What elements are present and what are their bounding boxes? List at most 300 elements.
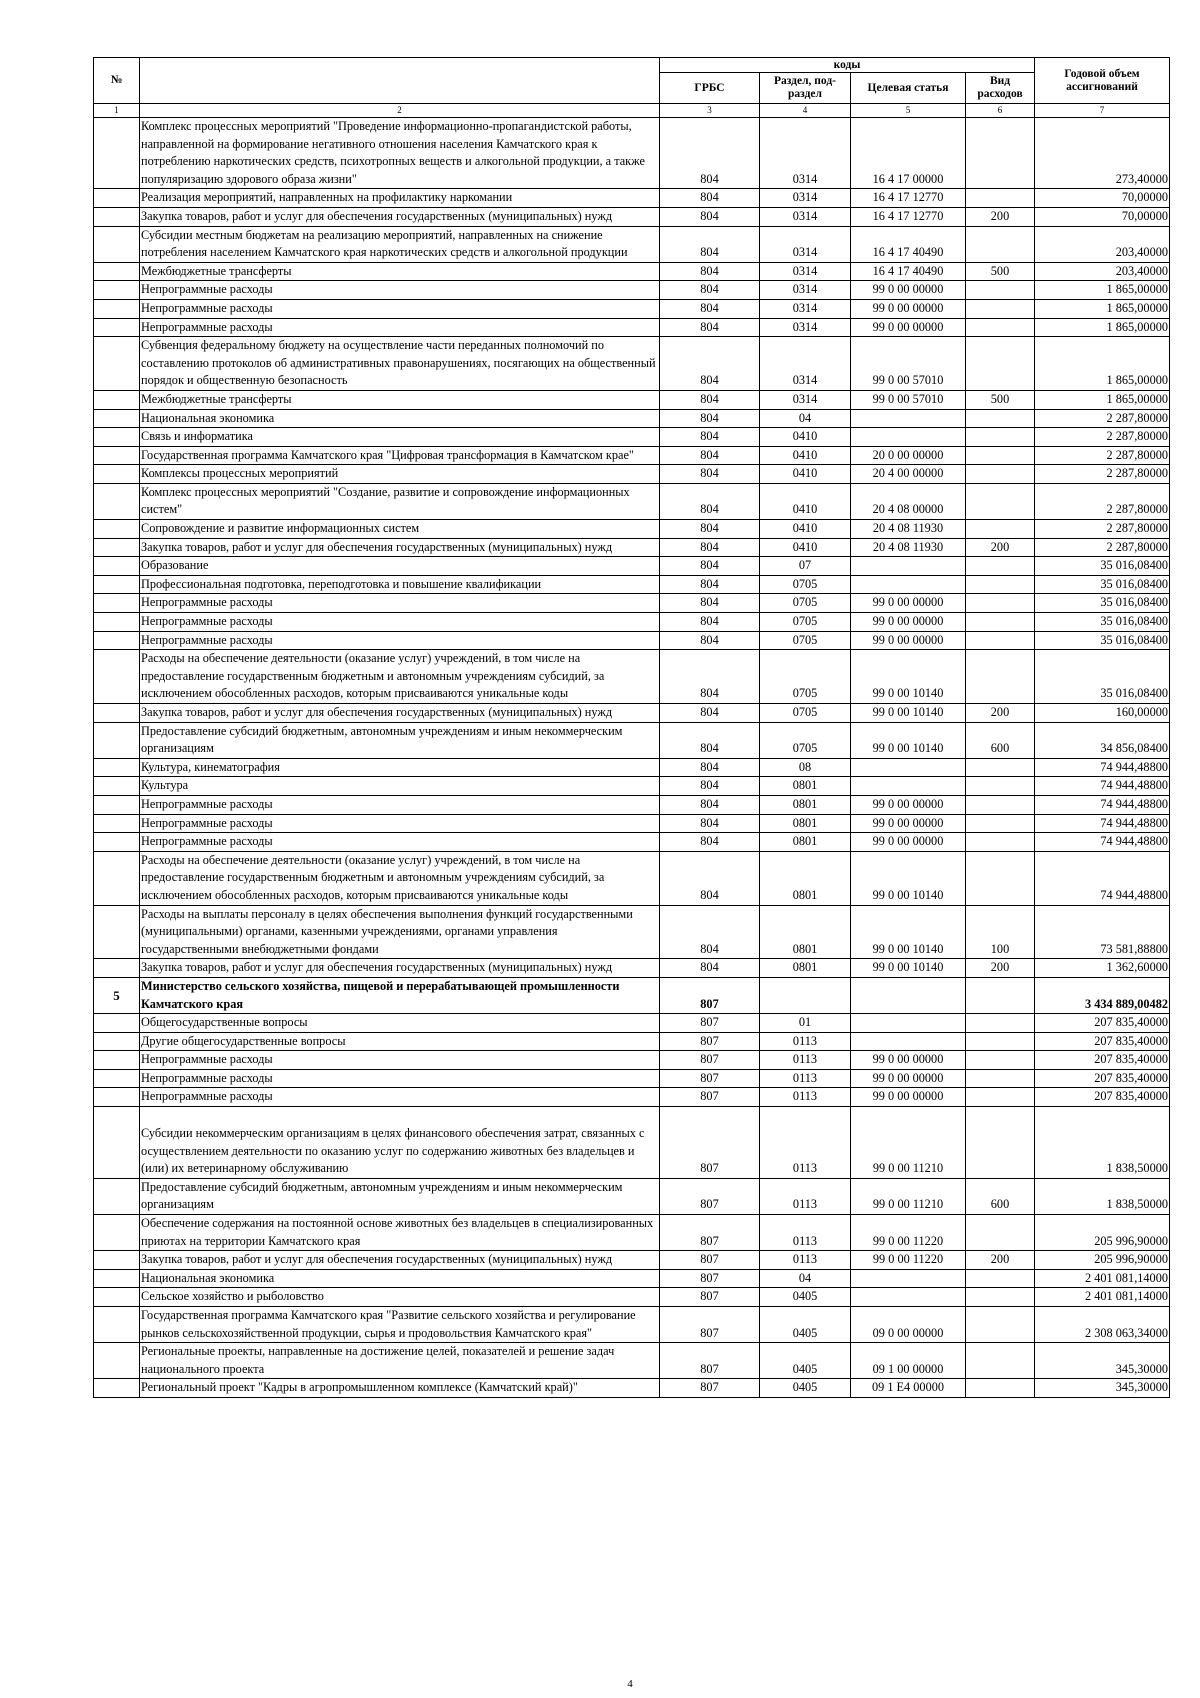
table-row <box>94 1178 1170 1214</box>
row-section: 0410 <box>760 446 851 465</box>
row-section: 0410 <box>760 520 851 539</box>
row-amount: 1 865,00000 <box>1035 281 1170 300</box>
row-name: Комплексы процессных мероприятий <box>140 465 660 484</box>
row-grbs: 804 <box>660 959 760 978</box>
table-row <box>94 483 1170 519</box>
row-number <box>94 613 140 632</box>
row-grbs: 804 <box>660 337 760 391</box>
row-target: 20 4 08 11930 <box>851 538 966 557</box>
header-amount: Годовой объем ассигнований <box>1035 58 1170 104</box>
row-number <box>94 409 140 428</box>
row-section <box>760 977 851 1013</box>
row-name: Государственная программа Камчатского края "Развитие сельского хозяйства и регулирование рынков сельскохозяйственной продукции, сырья и продовольствия Камчатского края" <box>140 1307 660 1343</box>
row-name: Сопровождение и развитие информационных систем <box>140 520 660 539</box>
table-row <box>94 1069 1170 1088</box>
row-type <box>966 520 1035 539</box>
row-amount: 160,00000 <box>1035 704 1170 723</box>
row-number <box>94 1107 140 1179</box>
row-grbs: 807 <box>660 1088 760 1107</box>
row-type <box>966 1288 1035 1307</box>
row-type <box>966 1069 1035 1088</box>
row-amount: 345,30000 <box>1035 1379 1170 1398</box>
table-row <box>94 520 1170 539</box>
header-grbs: ГРБС <box>660 73 760 104</box>
row-target: 16 4 17 00000 <box>851 118 966 189</box>
row-number <box>94 758 140 777</box>
row-grbs: 804 <box>660 851 760 905</box>
row-name: Региональный проект "Кадры в агропромышленном комплексе (Камчатский край)" <box>140 1379 660 1398</box>
row-number <box>94 594 140 613</box>
row-number <box>94 777 140 796</box>
row-number <box>94 390 140 409</box>
row-grbs: 804 <box>660 814 760 833</box>
row-target: 99 0 00 57010 <box>851 337 966 391</box>
row-number <box>94 520 140 539</box>
row-number <box>94 833 140 852</box>
table-row <box>94 337 1170 391</box>
table-row <box>94 1107 1170 1179</box>
row-type: 200 <box>966 538 1035 557</box>
row-type <box>966 189 1035 208</box>
row-amount: 2 401 081,14000 <box>1035 1269 1170 1288</box>
row-number <box>94 1215 140 1251</box>
row-section: 0705 <box>760 594 851 613</box>
row-type <box>966 1269 1035 1288</box>
row-grbs: 804 <box>660 390 760 409</box>
row-amount: 1 865,00000 <box>1035 337 1170 391</box>
column-numbers-row <box>94 104 1170 118</box>
row-name: Образование <box>140 557 660 576</box>
row-amount: 2 287,80000 <box>1035 538 1170 557</box>
row-type <box>966 795 1035 814</box>
row-section: 0113 <box>760 1251 851 1270</box>
row-section: 0705 <box>760 722 851 758</box>
table-row <box>94 189 1170 208</box>
row-target: 16 4 17 12770 <box>851 189 966 208</box>
row-section: 0314 <box>760 337 851 391</box>
table-row <box>94 446 1170 465</box>
row-amount: 35 016,08400 <box>1035 575 1170 594</box>
row-grbs: 807 <box>660 1014 760 1033</box>
row-name: Непрограммные расходы <box>140 299 660 318</box>
row-target <box>851 977 966 1013</box>
table-row <box>94 795 1170 814</box>
table-row <box>94 1014 1170 1033</box>
row-amount: 205 996,90000 <box>1035 1215 1170 1251</box>
table-row <box>94 631 1170 650</box>
row-number <box>94 1269 140 1288</box>
row-grbs: 804 <box>660 650 760 704</box>
row-type <box>966 337 1035 391</box>
row-name: Министерство сельского хозяйства, пищевой и перерабатывающей промышленности Камчатского края <box>140 977 660 1013</box>
row-grbs: 807 <box>660 1051 760 1070</box>
row-name: Комплекс процессных мероприятий "Создание, развитие и сопровождение информационных систем" <box>140 483 660 519</box>
row-number <box>94 299 140 318</box>
row-number <box>94 959 140 978</box>
row-type <box>966 1107 1035 1179</box>
row-type: 500 <box>966 390 1035 409</box>
row-grbs: 804 <box>660 833 760 852</box>
row-grbs: 804 <box>660 446 760 465</box>
row-amount: 345,30000 <box>1035 1343 1170 1379</box>
row-target <box>851 758 966 777</box>
row-grbs: 804 <box>660 594 760 613</box>
row-type <box>966 833 1035 852</box>
row-section: 0113 <box>760 1032 851 1051</box>
row-number <box>94 814 140 833</box>
row-number <box>94 631 140 650</box>
row-name: Непрограммные расходы <box>140 281 660 300</box>
row-grbs: 804 <box>660 409 760 428</box>
row-type: 200 <box>966 207 1035 226</box>
row-name: Национальная экономика <box>140 409 660 428</box>
row-amount: 1 865,00000 <box>1035 299 1170 318</box>
row-number <box>94 722 140 758</box>
row-target: 20 4 08 00000 <box>851 483 966 519</box>
row-type <box>966 613 1035 632</box>
row-name: Непрограммные расходы <box>140 594 660 613</box>
table-row <box>94 118 1170 189</box>
col-number: 5 <box>851 104 966 118</box>
row-section: 0314 <box>760 207 851 226</box>
table-row <box>94 557 1170 576</box>
row-grbs: 804 <box>660 758 760 777</box>
row-target: 99 0 00 10140 <box>851 722 966 758</box>
row-number <box>94 483 140 519</box>
table-row <box>94 465 1170 484</box>
row-target: 16 4 17 40490 <box>851 262 966 281</box>
row-type <box>966 1215 1035 1251</box>
row-amount: 203,40000 <box>1035 262 1170 281</box>
row-grbs: 804 <box>660 318 760 337</box>
row-target: 20 4 00 00000 <box>851 465 966 484</box>
table-row <box>94 650 1170 704</box>
row-grbs: 804 <box>660 465 760 484</box>
row-target: 99 0 00 10140 <box>851 851 966 905</box>
row-number <box>94 337 140 391</box>
row-grbs: 804 <box>660 557 760 576</box>
row-type: 200 <box>966 959 1035 978</box>
row-amount: 74 944,48800 <box>1035 795 1170 814</box>
row-target: 99 0 00 00000 <box>851 1051 966 1070</box>
row-grbs: 807 <box>660 1251 760 1270</box>
row-type <box>966 1088 1035 1107</box>
table-row <box>94 1379 1170 1398</box>
row-amount: 207 835,40000 <box>1035 1069 1170 1088</box>
row-target: 99 0 00 11210 <box>851 1178 966 1214</box>
row-amount: 1 865,00000 <box>1035 318 1170 337</box>
row-name: Другие общегосударственные вопросы <box>140 1032 660 1051</box>
table-row <box>94 428 1170 447</box>
row-grbs: 807 <box>660 1288 760 1307</box>
row-type <box>966 483 1035 519</box>
row-section: 0113 <box>760 1178 851 1214</box>
row-name: Закупка товаров, работ и услуг для обеспечения государственных (муниципальных) нужд <box>140 1251 660 1270</box>
row-name: Обеспечение содержания на постоянной основе животных без владельцев в специализированных приютах на территории Камчатского края <box>140 1215 660 1251</box>
row-number <box>94 118 140 189</box>
row-grbs: 807 <box>660 1269 760 1288</box>
row-grbs: 804 <box>660 631 760 650</box>
row-number <box>94 189 140 208</box>
row-name: Межбюджетные трансферты <box>140 262 660 281</box>
row-grbs: 807 <box>660 1215 760 1251</box>
row-amount: 35 016,08400 <box>1035 631 1170 650</box>
header-name <box>140 58 660 104</box>
col-number: 7 <box>1035 104 1170 118</box>
row-grbs: 807 <box>660 1178 760 1214</box>
row-target: 99 0 00 00000 <box>851 613 966 632</box>
row-name: Профессиональная подготовка, переподготовка и повышение квалификации <box>140 575 660 594</box>
row-grbs: 804 <box>660 428 760 447</box>
row-number <box>94 1051 140 1070</box>
row-type <box>966 446 1035 465</box>
row-number <box>94 1251 140 1270</box>
row-target: 99 0 00 00000 <box>851 318 966 337</box>
row-target <box>851 1014 966 1033</box>
col-number: 6 <box>966 104 1035 118</box>
row-type <box>966 777 1035 796</box>
row-section: 04 <box>760 1269 851 1288</box>
row-name: Непрограммные расходы <box>140 833 660 852</box>
col-number: 3 <box>660 104 760 118</box>
table-row <box>94 318 1170 337</box>
row-number <box>94 465 140 484</box>
row-amount: 74 944,48800 <box>1035 833 1170 852</box>
row-target: 16 4 17 12770 <box>851 207 966 226</box>
row-number <box>94 1288 140 1307</box>
row-number: 5 <box>94 977 140 1013</box>
row-grbs: 804 <box>660 262 760 281</box>
table-row <box>94 390 1170 409</box>
row-number <box>94 905 140 959</box>
row-amount: 35 016,08400 <box>1035 557 1170 576</box>
row-section: 0801 <box>760 777 851 796</box>
row-target: 99 0 00 10140 <box>851 905 966 959</box>
row-section: 08 <box>760 758 851 777</box>
table-row <box>94 905 1170 959</box>
row-amount: 1 865,00000 <box>1035 390 1170 409</box>
row-amount: 1 838,50000 <box>1035 1107 1170 1179</box>
row-type <box>966 1343 1035 1379</box>
row-amount: 34 856,08400 <box>1035 722 1170 758</box>
row-target <box>851 557 966 576</box>
row-number <box>94 428 140 447</box>
row-target: 09 0 00 00000 <box>851 1307 966 1343</box>
table-row <box>94 1269 1170 1288</box>
row-name: Непрограммные расходы <box>140 1088 660 1107</box>
row-target: 09 1 E4 00000 <box>851 1379 966 1398</box>
row-name: Непрограммные расходы <box>140 631 660 650</box>
row-type <box>966 631 1035 650</box>
row-type: 200 <box>966 704 1035 723</box>
row-grbs: 807 <box>660 1379 760 1398</box>
row-section: 0705 <box>760 613 851 632</box>
row-number <box>94 1379 140 1398</box>
row-grbs: 807 <box>660 1343 760 1379</box>
row-target: 99 0 00 11220 <box>851 1215 966 1251</box>
row-target: 99 0 00 10140 <box>851 959 966 978</box>
table-row <box>94 594 1170 613</box>
row-name: Расходы на обеспечение деятельности (оказание услуг) учреждений, в том числе на предоставление государственным бюджетным и автономным учреждениям субсидий, за исключением обособленных расходов, которым присваиваются уникальные коды <box>140 650 660 704</box>
row-section: 0705 <box>760 631 851 650</box>
row-amount: 70,00000 <box>1035 189 1170 208</box>
header-codes: коды <box>660 58 1035 73</box>
row-grbs: 804 <box>660 520 760 539</box>
row-section: 0410 <box>760 465 851 484</box>
row-amount: 207 835,40000 <box>1035 1014 1170 1033</box>
row-section: 0113 <box>760 1051 851 1070</box>
table-row <box>94 409 1170 428</box>
table-row <box>94 977 1170 1013</box>
row-amount: 2 287,80000 <box>1035 465 1170 484</box>
row-target <box>851 1032 966 1051</box>
row-section: 0314 <box>760 226 851 262</box>
row-target: 99 0 00 00000 <box>851 631 966 650</box>
row-amount: 74 944,48800 <box>1035 851 1170 905</box>
row-number <box>94 281 140 300</box>
row-name: Культура <box>140 777 660 796</box>
row-type <box>966 118 1035 189</box>
row-section: 0405 <box>760 1379 851 1398</box>
row-number <box>94 207 140 226</box>
row-name: Расходы на обеспечение деятельности (оказание услуг) учреждений, в том числе на предоставление государственным бюджетным и автономным учреждениям субсидий, за исключением обособленных расходов, которым присваиваются уникальные коды <box>140 851 660 905</box>
row-section: 0410 <box>760 483 851 519</box>
row-type: 600 <box>966 1178 1035 1214</box>
col-number: 2 <box>140 104 660 118</box>
row-grbs: 804 <box>660 538 760 557</box>
row-amount: 74 944,48800 <box>1035 814 1170 833</box>
row-type <box>966 814 1035 833</box>
row-number <box>94 704 140 723</box>
row-name: Непрограммные расходы <box>140 814 660 833</box>
row-target: 99 0 00 00000 <box>851 299 966 318</box>
row-grbs: 807 <box>660 1307 760 1343</box>
row-name: Предоставление субсидий бюджетным, автономным учреждениям и иным некоммерческим организациям <box>140 722 660 758</box>
row-amount: 74 944,48800 <box>1035 758 1170 777</box>
row-section: 0314 <box>760 318 851 337</box>
row-number <box>94 1343 140 1379</box>
row-name: Субсидии некоммерческим организациям в целях финансового обеспечения затрат, связанных с осуществлением деятельности по оказанию услуг по содержанию животных без владельцев и (или) их ветеринарному обслуживанию <box>140 1107 660 1179</box>
table-row <box>94 1215 1170 1251</box>
row-target <box>851 777 966 796</box>
row-type <box>966 226 1035 262</box>
row-name: Субсидии местным бюджетам на реализацию мероприятий, направленных на снижение потребления населением Камчатского края наркотических средств и алкогольной продукции <box>140 226 660 262</box>
row-section: 0314 <box>760 390 851 409</box>
table-header-row <box>94 58 1170 73</box>
row-name: Закупка товаров, работ и услуг для обеспечения государственных (муниципальных) нужд <box>140 959 660 978</box>
table-row <box>94 1088 1170 1107</box>
row-target: 99 0 00 10140 <box>851 704 966 723</box>
row-name: Закупка товаров, работ и услуг для обеспечения государственных (муниципальных) нужд <box>140 207 660 226</box>
table-row <box>94 722 1170 758</box>
row-target: 99 0 00 11210 <box>851 1107 966 1179</box>
table-row <box>94 814 1170 833</box>
row-target: 16 4 17 40490 <box>851 226 966 262</box>
table-row <box>94 538 1170 557</box>
row-target: 99 0 00 57010 <box>851 390 966 409</box>
row-target: 99 0 00 00000 <box>851 1069 966 1088</box>
row-amount: 205 996,90000 <box>1035 1251 1170 1270</box>
row-grbs: 804 <box>660 483 760 519</box>
row-target <box>851 428 966 447</box>
row-target <box>851 1269 966 1288</box>
table-row <box>94 959 1170 978</box>
row-target: 99 0 00 00000 <box>851 281 966 300</box>
row-name: Реализация мероприятий, направленных на профилактику наркомании <box>140 189 660 208</box>
table-row <box>94 1307 1170 1343</box>
row-section: 0405 <box>760 1343 851 1379</box>
row-target <box>851 1288 966 1307</box>
row-type: 100 <box>966 905 1035 959</box>
row-type <box>966 650 1035 704</box>
table-row <box>94 758 1170 777</box>
row-section: 0405 <box>760 1288 851 1307</box>
row-name: Закупка товаров, работ и услуг для обеспечения государственных (муниципальных) нужд <box>140 704 660 723</box>
row-section: 0801 <box>760 851 851 905</box>
table-row <box>94 262 1170 281</box>
row-amount: 273,40000 <box>1035 118 1170 189</box>
row-name: Национальная экономика <box>140 1269 660 1288</box>
row-number <box>94 318 140 337</box>
row-grbs: 804 <box>660 795 760 814</box>
row-grbs: 807 <box>660 1069 760 1088</box>
table-row <box>94 833 1170 852</box>
row-type <box>966 318 1035 337</box>
row-grbs: 807 <box>660 1032 760 1051</box>
row-grbs: 807 <box>660 1107 760 1179</box>
row-type <box>966 851 1035 905</box>
row-amount: 203,40000 <box>1035 226 1170 262</box>
row-amount: 2 401 081,14000 <box>1035 1288 1170 1307</box>
row-amount: 2 287,80000 <box>1035 520 1170 539</box>
table-row <box>94 281 1170 300</box>
table-row <box>94 575 1170 594</box>
row-section: 04 <box>760 409 851 428</box>
row-name: Закупка товаров, работ и услуг для обеспечения государственных (муниципальных) нужд <box>140 538 660 557</box>
row-type <box>966 281 1035 300</box>
row-target <box>851 409 966 428</box>
row-type: 200 <box>966 1251 1035 1270</box>
row-section: 0705 <box>760 650 851 704</box>
row-amount: 2 287,80000 <box>1035 409 1170 428</box>
row-amount: 35 016,08400 <box>1035 650 1170 704</box>
row-section: 0314 <box>760 189 851 208</box>
row-number <box>94 1032 140 1051</box>
row-type <box>966 1307 1035 1343</box>
row-number <box>94 851 140 905</box>
row-target: 99 0 00 00000 <box>851 833 966 852</box>
row-grbs: 804 <box>660 189 760 208</box>
table-row <box>94 299 1170 318</box>
row-grbs: 804 <box>660 575 760 594</box>
row-name: Общегосударственные вопросы <box>140 1014 660 1033</box>
row-target: 99 0 00 00000 <box>851 1088 966 1107</box>
row-name: Непрограммные расходы <box>140 613 660 632</box>
row-name: Культура, кинематография <box>140 758 660 777</box>
row-number <box>94 650 140 704</box>
row-number <box>94 226 140 262</box>
row-section: 0314 <box>760 299 851 318</box>
row-section: 0801 <box>760 905 851 959</box>
table-row <box>94 1251 1170 1270</box>
row-type <box>966 409 1035 428</box>
table-row <box>94 613 1170 632</box>
row-name: Непрограммные расходы <box>140 795 660 814</box>
row-section: 07 <box>760 557 851 576</box>
row-section: 0705 <box>760 704 851 723</box>
row-amount: 1 838,50000 <box>1035 1178 1170 1214</box>
row-number <box>94 575 140 594</box>
